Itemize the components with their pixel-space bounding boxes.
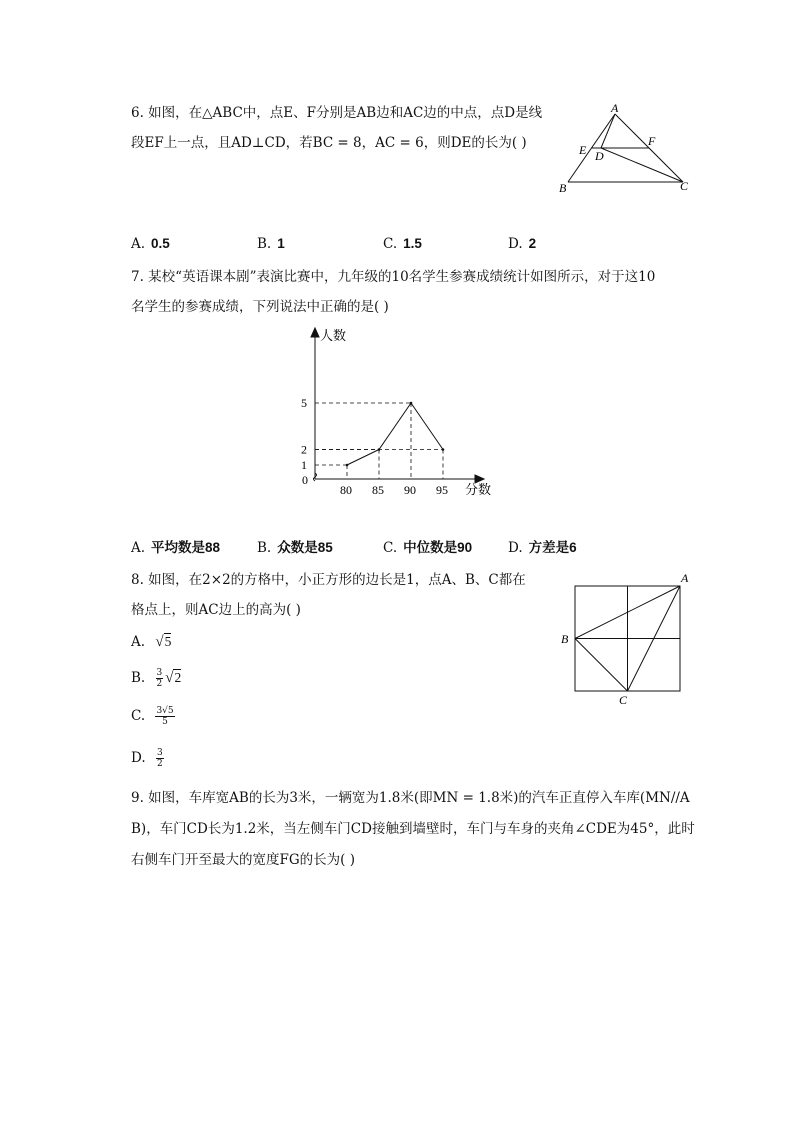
q8-option-a[interactable] [131,633,171,651]
option-value: 方差是6 [528,540,577,555]
x-tick-label-95: 95 [436,483,448,497]
q9-stem-line1: 9. 如图，车库宽AB的长为3米，一辆宽为1.8米(即MN = 1.8米)的汽车正直停入车库(MN//A [131,790,690,806]
data-point-85 [378,449,380,451]
q6-triangle-figure [555,102,695,197]
y-axis-arrow [311,328,319,337]
y-tick-label-1: 1 [301,458,307,472]
series-segment-2 [411,403,443,450]
q7-option-a[interactable] [131,539,220,557]
q8-stem-line1: 8. 如图，在2×2的方格中，小正方形的边长是1，点A、B、C都在 [131,572,526,588]
q6-stem-line2: 段EF上一点，且AD⊥CD，若BC = 8，AC = 6，则DE的长为( ) [131,135,527,151]
q8-label-c: C [619,693,628,707]
x-tick-label-85: 85 [372,483,384,497]
option-value: 1 [277,236,285,251]
q8-label-a: A [681,571,689,585]
q7-option-b[interactable] [257,539,333,557]
option-value: 1.5 [403,236,422,251]
q7-score-chart [290,322,510,502]
q6-option-c[interactable] [383,235,422,253]
option-fraction: $\frac{3}{2}$ [156,748,163,769]
q9-stem-line3: 右侧车门开至最大的宽度FG的长为( ) [131,852,355,868]
q6-stem-line1: 6. 如图，在△ABC中，点E、F分别是AB边和AC边的中点，点D是线 [131,105,543,121]
option-label: C. [383,540,398,556]
q8-option-c[interactable] [131,706,177,727]
q7-stem-line1: 7. 某校“英语课本剧”表演比赛中，九年级的10名学生参赛成绩统计如图所示，对于这10 [131,269,656,285]
option-label: D. [508,236,523,252]
q6-label-f: F [648,134,656,148]
option-radical: √2 [165,670,182,686]
x-tick-label-90: 90 [404,483,416,497]
q6-option-d[interactable] [508,235,536,253]
option-value: 中位数是90 [403,540,473,555]
data-point-80 [346,464,348,466]
option-value: 0.5 [151,236,170,251]
option-value-sqrt5: √5 [155,634,172,650]
q6-label-b: B [559,181,567,195]
segment-bc [575,639,628,692]
option-label: A. [131,236,146,252]
q8-option-b[interactable] [131,668,181,689]
q7-option-c[interactable] [383,539,472,557]
q6-label-d: D [595,149,604,163]
q6-label-a: A [611,102,619,115]
option-label: D. [508,540,523,556]
option-value: 2 [528,236,537,251]
option-fraction: $\frac{3√5}{5}$ [156,706,174,727]
option-value: 平均数是88 [151,540,221,555]
option-label: D. [131,750,146,766]
origin-label: 0 [302,473,308,487]
data-point-90 [410,402,412,404]
q6-option-b[interactable] [257,235,285,253]
q8-label-b: B [561,632,569,646]
option-label: C. [131,708,146,724]
q7-stem-line2: 名学生的参赛成绩，下列说法中正确的是( ) [131,299,389,315]
x-tick-label-80: 80 [340,483,352,497]
q6-label-c: C [680,179,689,193]
q6-label-e: E [579,143,587,157]
option-label: A. [131,634,146,650]
series-segment-1 [379,403,411,450]
q8-stem-line2: 格点上，则AC边上的高为( ) [131,602,301,618]
q9-stem-line2: B)，车门CD长为1.2米，当左侧车门CD接触到墙壁时，车门与车身的夹角∠CDE为45°，此时 [131,821,695,837]
x-axis-label: 分数 [465,482,492,497]
option-fraction: $\frac{3}{2}$ [156,668,163,689]
y-axis-label: 人数 [320,328,347,343]
option-label: C. [383,236,398,252]
q6-option-a[interactable] [131,235,170,253]
option-label: B. [257,540,272,556]
q7-option-d[interactable] [508,539,577,557]
option-label: A. [131,540,146,556]
series-segment-0 [347,450,379,466]
q8-grid-figure [555,568,695,710]
q6-segment-dc [601,148,683,182]
data-point-95 [442,449,444,451]
q8-option-d[interactable] [131,748,166,769]
option-label: B. [131,670,146,686]
option-value: 众数是85 [277,540,333,555]
y-tick-label-2: 2 [301,442,307,457]
y-tick-label-5: 5 [301,396,307,410]
option-label: B. [257,236,272,252]
